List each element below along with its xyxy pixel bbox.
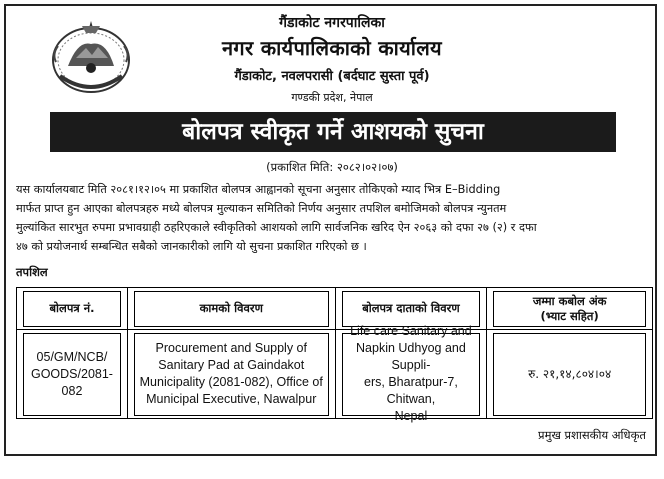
section-label: तपशिल xyxy=(16,265,48,279)
header-bidder: बोलपत्र दाताको विवरण xyxy=(335,288,487,330)
body-line: यस कार्यालयबाट मिति २०८१।१२।०५ मा प्रकाशित बोलपत्र आह्वानको सूचना अनुसार तोकिएको म्याद भित्र E–Bidding xyxy=(16,183,501,196)
cell-bidder: Life care Sanitary and Napkin Udhyog and Suppli- ers, Bharatpur-7, Chitwan, Nepal xyxy=(335,330,487,419)
office-name: नगर कार्यपालिकाको कार्यालय xyxy=(222,36,442,60)
municipality-name: गैंडाकोट नगरपालिका xyxy=(279,15,385,31)
body-line: मार्फत प्राप्त हुन आएका बोलपत्रहरु मध्ये बोलपत्र मुल्याकन समितिको निर्णय अनुसार तपशिल बमोजिमको बोलपत्र न्युनतम xyxy=(16,202,507,215)
notice-title: बोलपत्र स्वीकृत गर्ने आशयको सुचना xyxy=(50,112,616,152)
notice-body xyxy=(16,180,656,256)
province-name: गण्डकी प्रदेश, नेपाल xyxy=(291,91,373,104)
cell-amount: रु. २१,१४,८०४।०४ xyxy=(487,330,653,419)
table-header-row xyxy=(17,288,653,330)
signoff: प्रमुख प्रशासकीय अधिकृत xyxy=(538,428,646,442)
body-line: ४७ को प्रयोजनार्थ सम्बन्धित सबैको जानकारीको लागि यो सुचना प्रकाशित गरिएको छ । xyxy=(16,240,367,253)
cell-bid-no: 05/GM/NCB/ GOODS/2081-082 xyxy=(17,330,128,419)
bid-table xyxy=(16,287,653,423)
published-date: (प्रकाशित मिति: २०८२।०२।०७) xyxy=(266,160,398,174)
table-row xyxy=(17,330,653,419)
office-address: गैंडाकोट, नवलपरासी (बर्दघाट सुस्ता पूर्व) xyxy=(234,69,430,84)
cell-work: Procurement and Supply of Sanitary Pad at Gaindakot Municipality (2081-082), Office of Municipal Executive, Nawalpur xyxy=(127,330,335,419)
header-bid-no: बोलपत्र नं. xyxy=(17,288,128,330)
header-work: कामको विवरण xyxy=(127,288,335,330)
body-line: मुल्यांकित सारभुत रुपमा प्रभावग्राही ठहरिएकाले स्वीकृतिको आशयको लागि सार्वजनिक खरिद ऐन २०६३ को दफा २७ (२) र दफा xyxy=(16,221,537,234)
header-amount: जम्मा कबोल अंक (भ्याट सहित) xyxy=(487,288,653,330)
